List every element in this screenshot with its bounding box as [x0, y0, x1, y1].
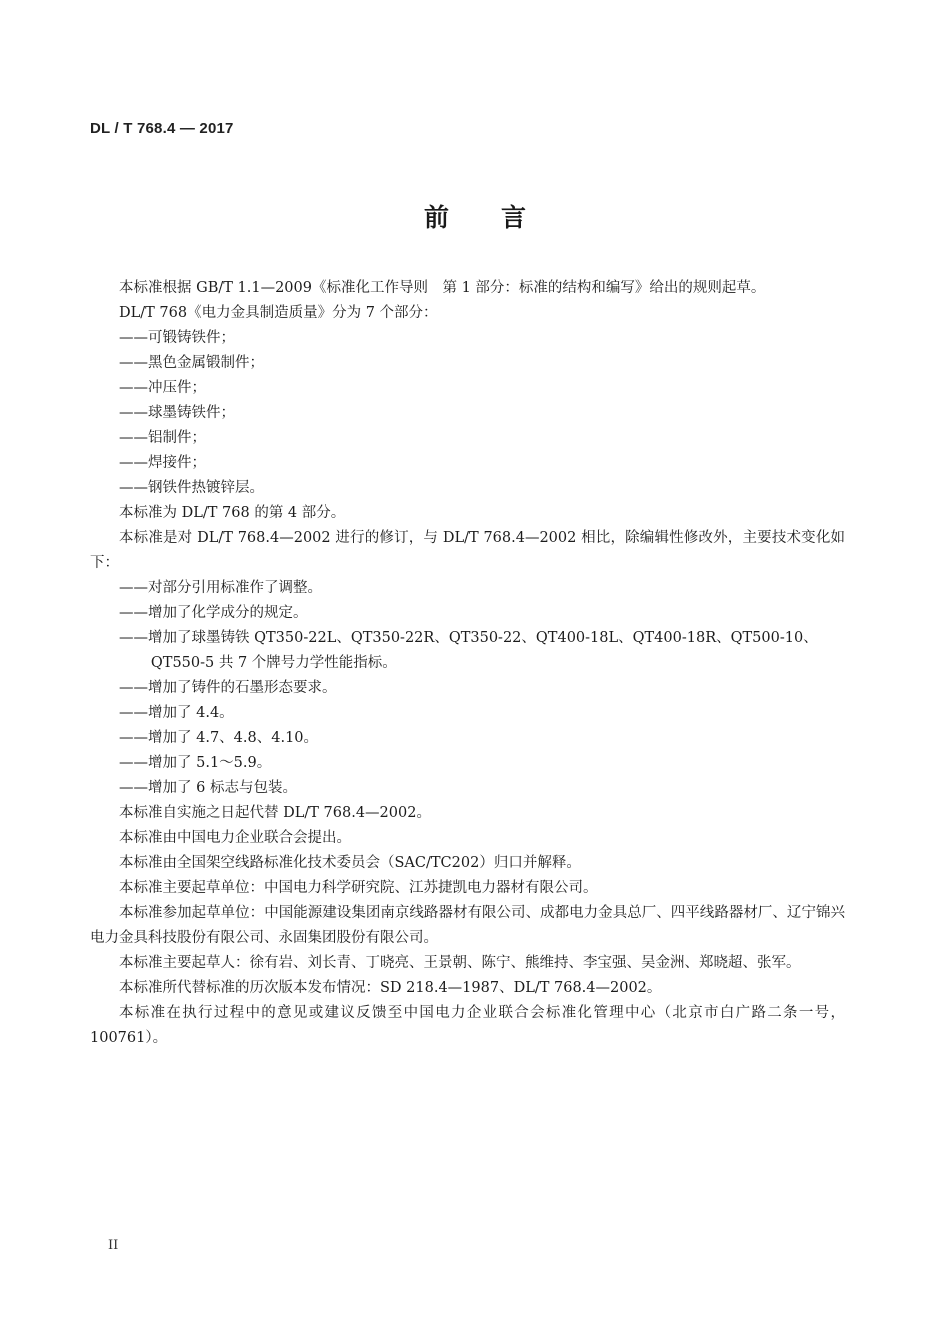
page-title: 前言 [423, 203, 578, 232]
list-item-change: ——增加了化学成分的规定。 [119, 605, 308, 621]
page-number: II [108, 1238, 119, 1253]
paragraph-main-drafters-org: 本标准主要起草单位：中国电力科学研究院、江苏捷凯电力器材有限公司。 [119, 880, 598, 896]
paragraph-feedback: 本标准在执行过程中的意见或建议反馈至中国电力企业联合会标准化管理中心（北京市白广路二条一号，100761）。 [90, 1005, 845, 1046]
list-item-part: ——冲压件； [119, 380, 206, 396]
paragraph-drafting-rules: 本标准根据 GB/T 1.1—2009《标准化工作导则 第 1 部分：标准的结构和编写》给出的规则起草。 [119, 280, 766, 296]
paragraph-main-drafters: 本标准主要起草人：徐有岩、刘长青、丁晓亮、王景朝、陈宁、熊维持、李宝强、吴金洲、郑晓超、张军。 [119, 955, 801, 971]
paragraph-revision-summary: 本标准是对 DL/T 768.4—2002 进行的修订，与 DL/T 768.4—2002 相比，除编辑性修改外，主要技术变化如下： [90, 530, 845, 571]
paragraph-replacement: 本标准自实施之日起代替 DL/T 768.4—2002。 [119, 805, 431, 821]
list-item-part: ——黑色金属锻制件； [119, 355, 264, 371]
paragraph-proposer: 本标准由中国电力企业联合会提出。 [119, 830, 351, 846]
paragraph-version-history: 本标准所代替标准的历次版本发布情况：SD 218.4—1987、DL/T 768.4—2002。 [119, 980, 662, 996]
list-item-change: ——增加了 4.4。 [119, 705, 234, 721]
list-item-change: ——增加了铸件的石墨形态要求。 [119, 680, 337, 696]
list-item-part: ——球墨铸铁件； [119, 405, 235, 421]
list-item-part: ——可锻铸铁件； [119, 330, 235, 346]
paragraph-participating-orgs: 本标准参加起草单位：中国能源建设集团南京线路器材有限公司、成都电力金具总厂、四平线路器材厂、辽宁锦兴电力金具科技股份有限公司、永固集团股份有限公司。 [90, 905, 845, 946]
list-item-change: ——增加了球墨铸铁 QT350-22L、QT350-22R、QT350-22、QT400-18L、QT400-18R、QT500-10、QT550-5 共 7 个牌号力学性能指标。 [119, 630, 818, 671]
document-code: DL / T 768.4 — 2017 [90, 120, 234, 137]
paragraph-parts-intro: DL/T 768《电力金具制造质量》分为 7 个部分： [119, 305, 438, 321]
list-item-part: ——铝制件； [119, 430, 206, 446]
foreword-body [90, 276, 845, 1051]
list-item-change: ——对部分引用标准作了调整。 [119, 580, 322, 596]
paragraph-part-number: 本标准为 DL/T 768 的第 4 部分。 [119, 505, 346, 521]
paragraph-committee: 本标准由全国架空线路标准化技术委员会（SAC/TC202）归口并解释。 [119, 855, 581, 871]
list-item-part: ——焊接件； [119, 455, 206, 471]
list-item-change: ——增加了 4.7、4.8、4.10。 [119, 730, 319, 746]
list-item-change: ——增加了 5.1～5.9。 [119, 755, 272, 771]
list-item-part: ——钢铁件热镀锌层。 [119, 480, 264, 496]
list-item-change: ——增加了 6 标志与包装。 [119, 780, 297, 796]
